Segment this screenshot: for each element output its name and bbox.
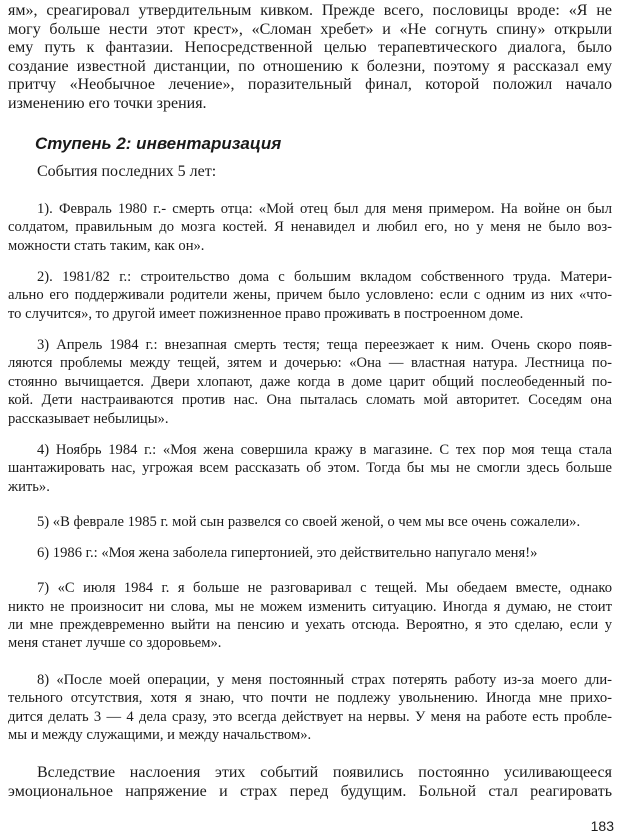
text-line: ему путь к фантазии. Непосредственной целью терапевтического диалога, было <box>8 39 612 56</box>
text-line: эмоциональное напряжение и страх перед будущим. Больной стал реагировать <box>8 783 612 800</box>
text-line: ям», среагировал утвердительным кивком. Прежде всего, пословицы вроде: «Я не <box>8 2 612 19</box>
section-heading: Ступень 2: инвентаризация <box>35 134 282 153</box>
text-line: 1). Февраль 1980 г.- смерть отца: «Мой отец был для меня примером. На войне он был <box>37 201 612 217</box>
text-line: притчу «Необычное лечение», поразительный финал, которой положил начало <box>8 76 612 93</box>
page-number: 183 <box>590 818 614 834</box>
text-line: мы и между служащими, и между начальством». <box>8 727 312 743</box>
text-line: изменению его точки зрения. <box>8 95 207 112</box>
text-line: тельного отсутствия, хотя я знаю, что почти не подлежу увольнению. Иногда мне прихо- <box>8 690 612 706</box>
text-line: 7) «С июля 1984 г. я больше не разговаривал с тещей. Мы обедаем вместе, однако <box>37 580 612 596</box>
text-line: 4) Ноябрь 1984 г.: «Моя жена совершила кражу в магазине. С тех пор моя теща стала <box>37 442 612 458</box>
text-line: никто не произносит ни слова, мы не можем изменить ситуацию. Иногда я думаю, не стоит <box>8 599 612 615</box>
text-line: 2). 1981/82 г.: строительство дома с большим вкладом собственного труда. Матери- <box>37 269 612 285</box>
text-line: кой. Дети настраиваются против нас. Она пыталась сломать мой авторитет. Соседям она <box>8 392 612 408</box>
text-line: ляются проблемы между тещей, зятем и дочерью: «Она — властная натура. Лестница по- <box>8 355 612 371</box>
text-line: рассказывает небылицы». <box>8 411 169 427</box>
text-line: то случится», то другой имеет пожизненное право проживать в построенном доме. <box>8 306 524 322</box>
text-line: ально его поддерживали родители жены, причем было условлено: если с одним из них «что- <box>8 287 612 303</box>
text-line: События последних 5 лет: <box>37 163 217 180</box>
text-line: меня станет лучше со здоровьем». <box>8 635 222 651</box>
text-line: могу больше нести этот крест», «Сломан хребет» и «Не согнуть спину» открыли <box>8 21 612 38</box>
text-line: стоянно вычищается. Двери хлопают, даже когда в доме царит общий послеобеденный по- <box>8 374 612 390</box>
text-line: солдатом, правильным до мозга костей. Я ненавидел и любил его, но у меня не было воз- <box>8 219 612 235</box>
text-line: 6) 1986 г.: «Моя жена заболела гипертонией, это действительно напугало меня!» <box>37 545 538 561</box>
text-line: 5) «В феврале 1985 г. мой сын развелся со своей женой, о чем мы все очень сожалели». <box>37 514 581 530</box>
text-line: 8) «После моей операции, у меня постоянный страх потерять работу из-за моего дли- <box>37 672 612 688</box>
text-line: ли мне преждевременно выйти на пенсию и уехать отсюда. Вероятно, я это сделаю, если у <box>8 617 612 633</box>
text-line: дится делать 3 — 4 дела сразу, это всегда действует на нервы. У меня на работе есть пробле- <box>8 709 612 725</box>
text-line: создание известной дистанции, по отношению к болезни, поэтому я рассказал ему <box>8 58 612 75</box>
text-line: 3) Апрель 1984 г.: внезапная смерть тестя; теща переезжает к ним. Очень скоро появ- <box>37 337 612 353</box>
text-line: можности стать таким, как он». <box>8 238 205 254</box>
text-line: жить». <box>8 479 50 495</box>
text-line: Вследствие наслоения этих событий появились постоянно усиливающееся <box>37 764 612 781</box>
text-line: шантажировать нас, угрожая всем рассказать об этом. Тогда бы мы не смогли здесь больше <box>8 460 612 476</box>
